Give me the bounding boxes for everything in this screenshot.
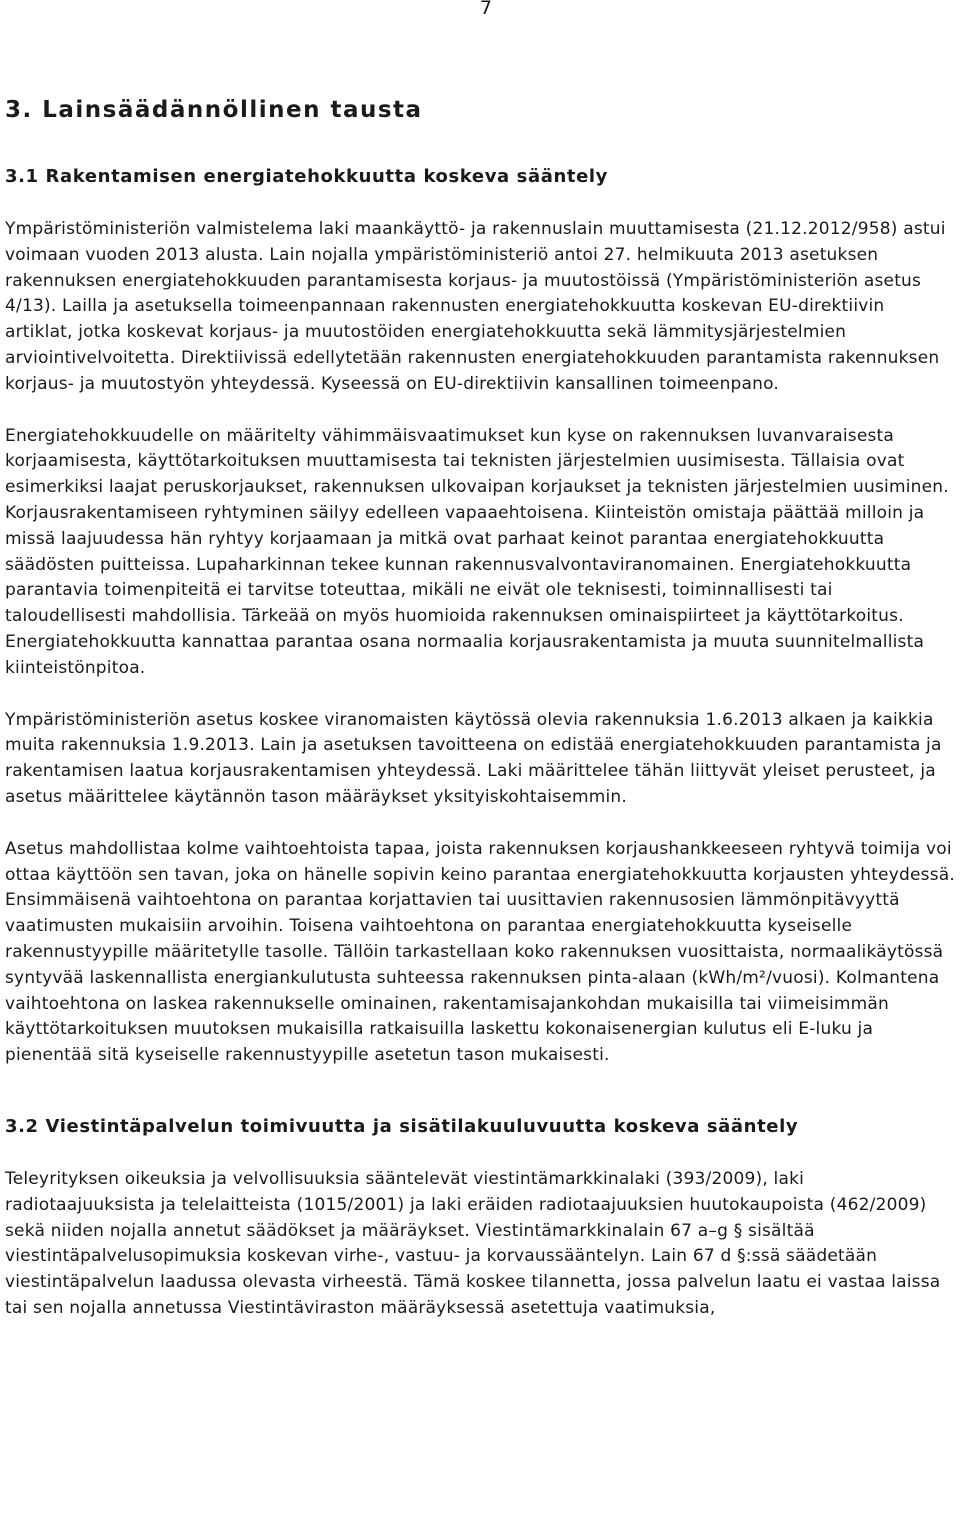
paragraph: Ympäristöministeriön asetus koskee viranomaisten käytössä olevia rakennuksia 1.6.2013 alkaen ja kaikkia muita rakennuksia 1.9.2013. Lain ja asetuksen tavoitteena on edistää energiatehokkuuden parantamista ja rakentamisen laatua korjausrakentamisen yhteydessä. Laki määrittelee tähän liittyvät yleiset perusteet, ja asetus määrittelee käytännön tason määräykset yksityiskohtaisemmin. xyxy=(5,709,942,807)
paragraph: Asetus mahdollistaa kolme vaihtoehtoista tapaa, joista rakennuksen korjaushankkeeseen ryhtyvä toimija voi ottaa käyttöön sen tavan, joka on hänelle sopivin keino parantaa energiatehokkuutta korjausten yhteydessä. Ensimmäisenä vaihtoehtona on parantaa korjattavien tai uusittavien rakennusosien lämmönpitävyyttä vaatimusten mukaisiin arvoihin. Toisena vaihtoehtona on parantaa energiatehokkuutta kyseiselle rakennustyypille määritetylle tasolle. Tällöin tarkastellaan koko rakennuksen vuosittaista, normaalikäytössä syntyvää laskennallista energiankulutusta suhteessa rakennuksen pinta-alaan (kWh/m²/vuosi). Kolmantena vaihtoehtona on laskea rakennukselle ominainen, rakentamisajankohdan mukaisilla tai viimeisimmän käyttötarkoituksen muutoksen mukaisilla ratkaisuilla laskettu kokonaisenergian kulutus eli E-luku ja pienentää sitä kyseiselle rakennustyypille asetetun tason mukaisesti. xyxy=(5,838,955,1066)
section-heading: 3. Lainsäädännöllinen tausta xyxy=(5,97,423,123)
paragraph: Teleyrityksen oikeuksia ja velvollisuuksia sääntelevät viestintämarkkinalaki (393/2009), laki radiotaajuuksista ja telelaitteista (1015/2001) ja laki eräiden radiotaajuuksien huutokaupoista (462/2009) sekä niiden nojalla annetut säädökset ja määräykset. Viestintämarkkinalain 67 a–g § sisältää viestintäpalvelusopimuksia koskevan virhe-, vastuu- ja korvaussääntelyn. Lain 67 d §:ssä säädetään viestintäpalvelun laadussa olevasta virheestä. Tämä koskee tilannetta, jossa palvelun laatu ei vastaa laissa tai sen nojalla annetussa Viestintäviraston määräyksessä asetettuja vaatimuksia, xyxy=(5,1168,941,1318)
subsection-heading-3-1: 3.1 Rakentamisen energiatehokkuutta koskeva sääntely xyxy=(5,166,608,187)
page-number: 7 xyxy=(479,0,492,19)
paragraph: Ympäristöministeriön valmistelema laki maankäyttö- ja rakennuslain muuttamisesta (21.12.2012/958) astui voimaan vuoden 2013 alusta. Lain nojalla ympäristöministeriö antoi 27. helmikuuta 2013 asetuksen rakennuksen energiatehokkuuden parantamisesta korjaus- ja muutostöissä (Ympäristöministeriön asetus 4/13). Lailla ja asetuksella toimeenpannaan rakennusten energiatehokkuutta koskevan EU-direktiivin artiklat, jotka koskevat korjaus- ja muutostöiden energiatehokkuutta sekä lämmitysjärjestelmien arviointivelvoitetta. Direktiivissä edellytetään rakennusten energiatehokkuuden parantamista rakennuksen korjaus- ja muutostyön yhteydessä. Kyseessä on EU-direktiivin kansallinen toimeenpano. xyxy=(5,219,946,394)
document-body xyxy=(5,95,957,1348)
paragraph: Energiatehokkuudelle on määritelty vähimmäisvaatimukset kun kyse on rakennuksen luvanvaraisesta korjaamisesta, käyttötarkoituksen muuttamisesta tai teknisten järjestelmien uusimisesta. Tällaisia ovat esimerkiksi laajat peruskorjaukset, rakennuksen ulkovaipan korjaukset ja teknisten järjestelmien uusiminen. Korjausrakentamiseen ryhtyminen säilyy edelleen vapaaehtoisena. Kiinteistön omistaja päättää milloin ja missä laajuudessa hän ryhtyy korjaamaan ja mitkä ovat parhaat keinot parantaa energiatehokkuutta säädösten puitteissa. Lupaharkinnan tekee kunnan rakennusvalvontaviranomainen. Energiatehokkuutta parantavia toimenpiteitä ei tarvitse toteuttaa, mikäli ne eivät ole teknisesti, toiminnallisesti tai taloudellisesti mahdollisia. Tärkeää on myös huomioida rakennuksen ominaispiirteet ja käyttötarkoitus. Energiatehokkuutta kannattaa parantaa osana normaalia korjausrakentamista ja muuta suunnitelmallista kiinteistönpitoa. xyxy=(5,425,949,678)
subsection-heading-3-2: 3.2 Viestintäpalvelun toimivuutta ja sisätilakuuluvuutta koskeva sääntely xyxy=(5,1115,799,1137)
